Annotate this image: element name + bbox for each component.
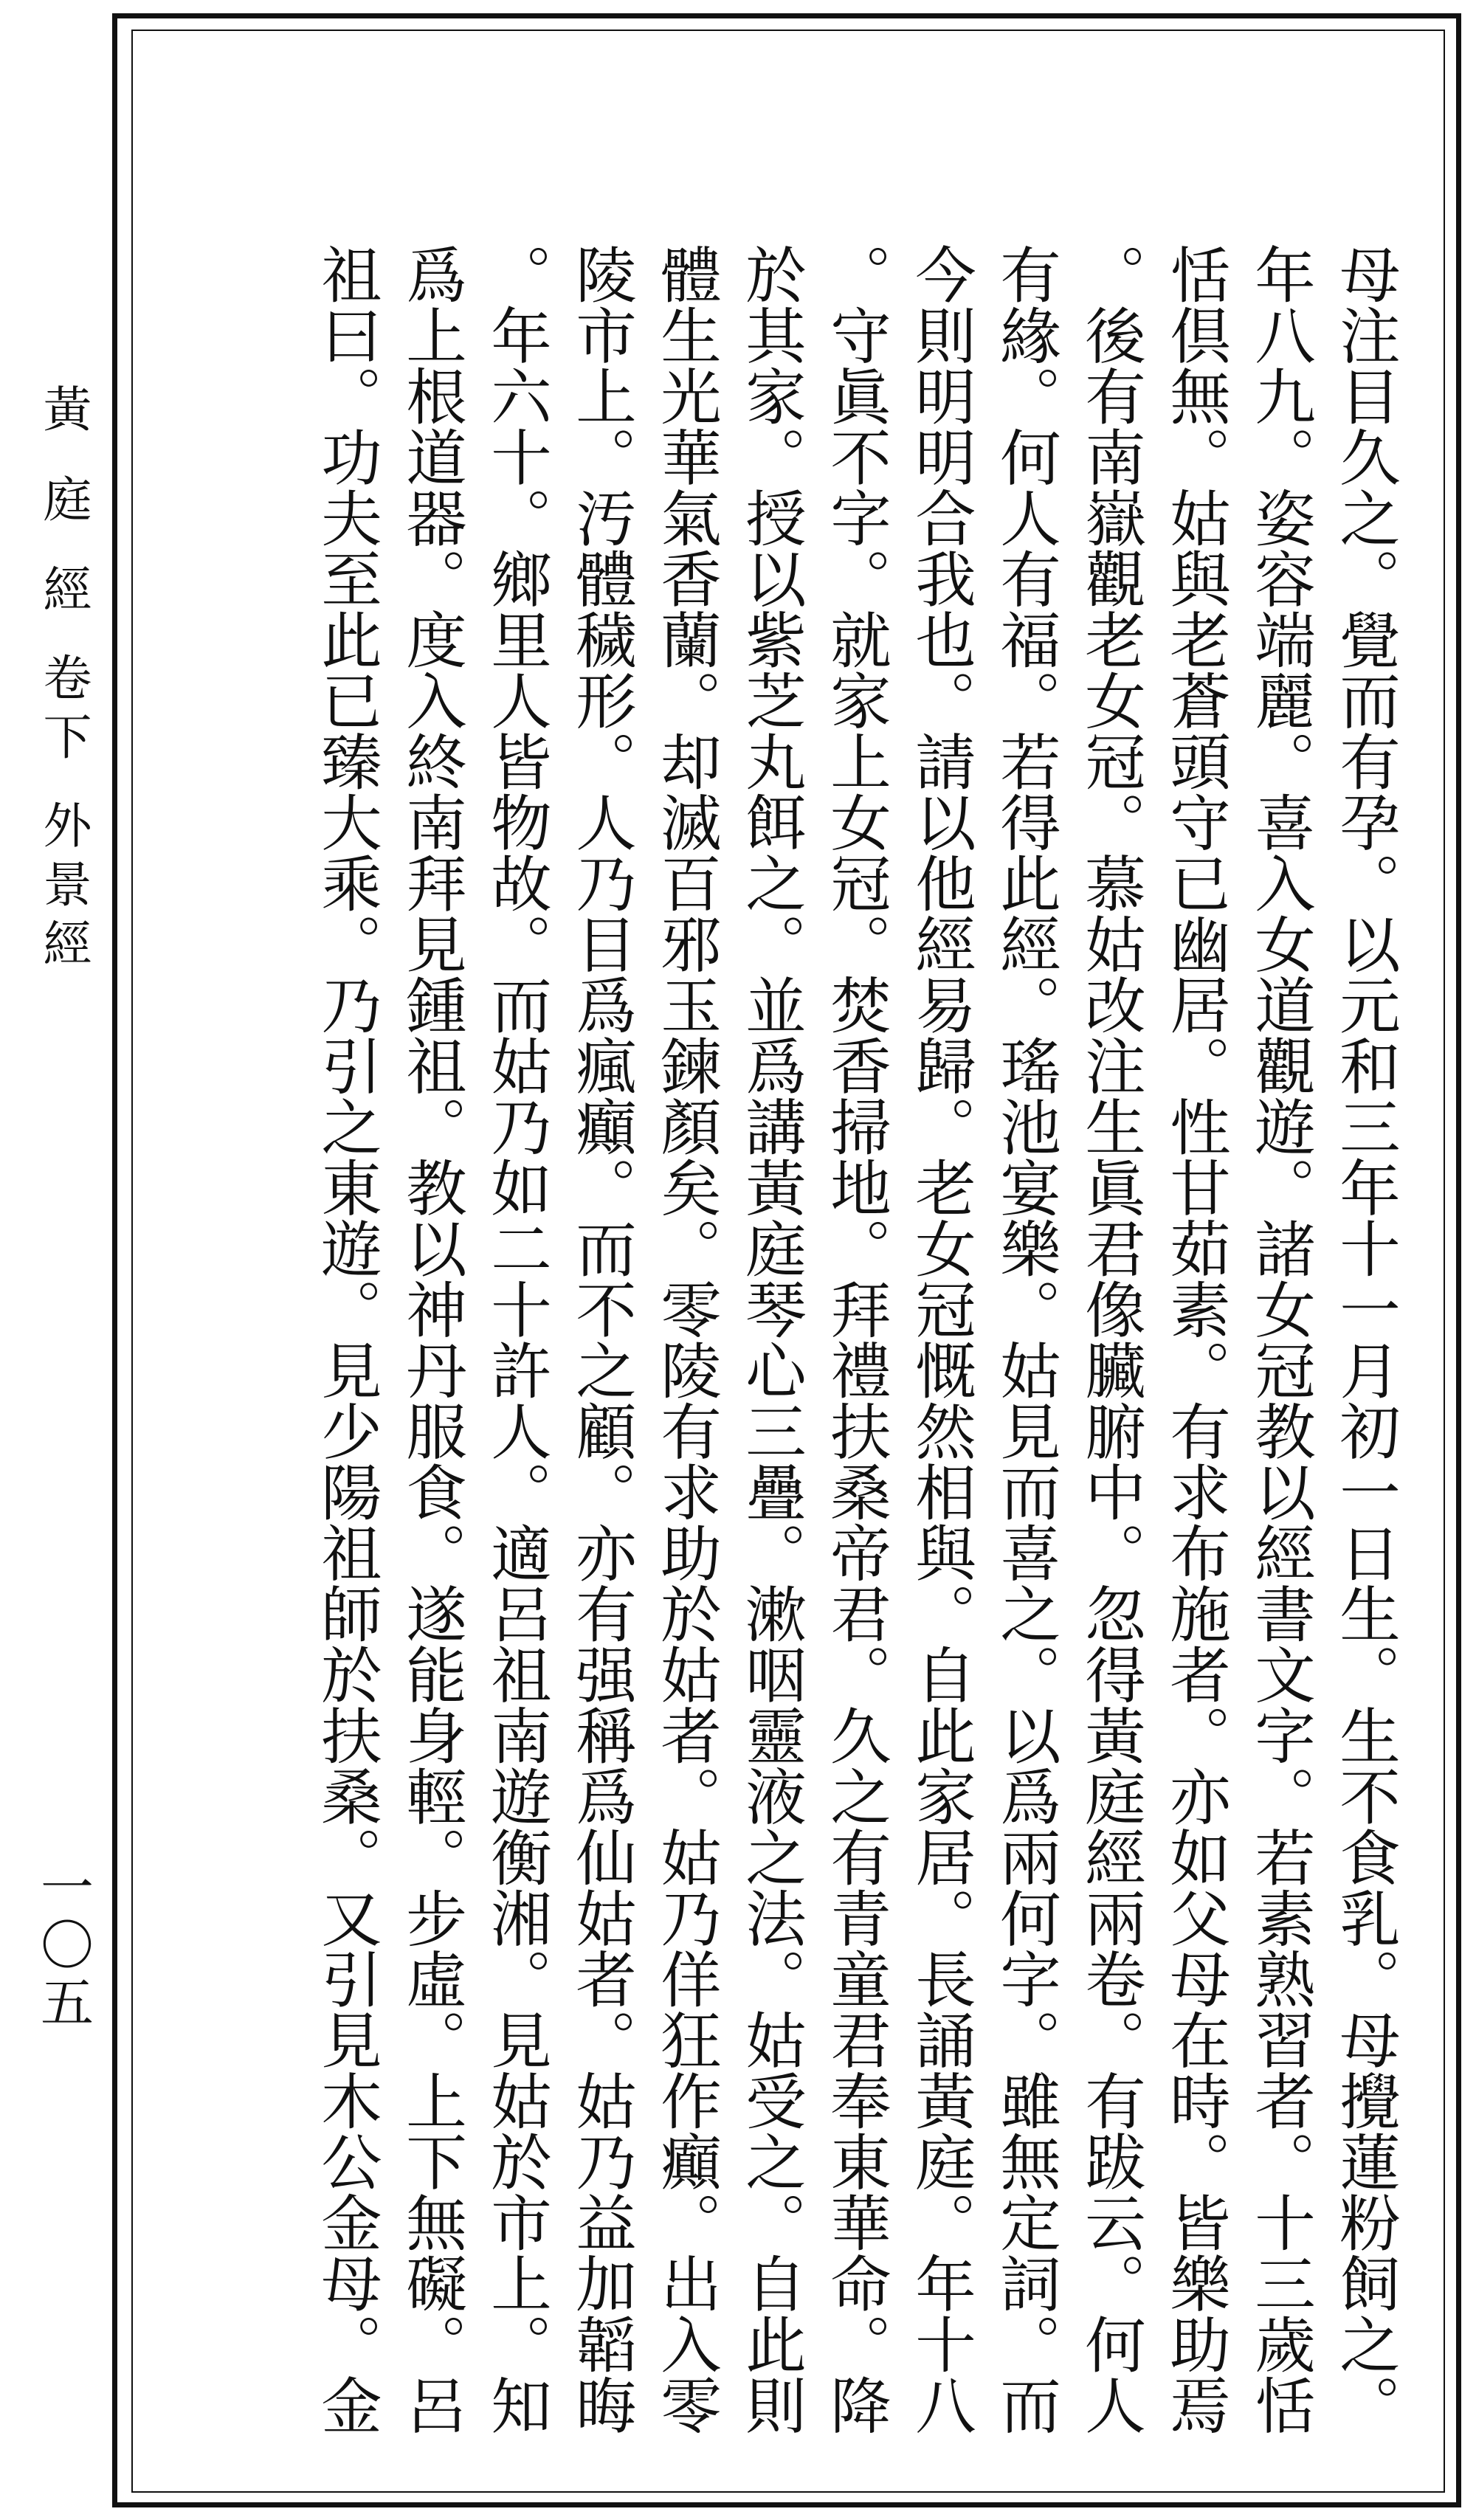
text-column: 母注目久之。覺而有孕。以元和三年十一月初一日生。生不食乳。母攪蓮粉飼之。	[1329, 244, 1400, 2435]
text-column: 。年六十。鄉里人皆物故。而姑乃如二十許人。適呂祖南遊衡湘。見姑於市上。知	[480, 244, 551, 2435]
book-title-char: 黃	[35, 384, 92, 474]
text-column: 。守眞不字。就家上女冠。焚香掃地。拜禮扶桑帝君。久之有青童君奉東華命。降	[820, 244, 891, 2435]
text-column: 今則明明合我也。請以他經易歸。老女冠慨然相與。自此家居。長誦黃庭。年十八	[905, 244, 976, 2435]
text-column: 恬倶無。姑與老蒼頭守已幽居。性甘茹素。有求布施者。亦如父母在時。皆樂助焉	[1159, 244, 1230, 2435]
text-column: 。後有南嶽觀老女冠。慕姑改注生眞君像臟腑中。忽得黃庭經兩卷。有跋云。何人	[1075, 244, 1145, 2435]
text-column: 陵市上。汚體穢形。人乃目爲瘋癲。而不之顧。亦有强稱爲仙姑者。姑乃益加韜晦	[565, 244, 636, 2435]
text-column: 年八九。姿容端麗。喜入女道觀遊。諸女冠教以經書文字。若素熟習者。十三歲恬	[1244, 244, 1315, 2435]
volume-label: 卷下	[35, 652, 92, 770]
section-label: 外景經	[35, 800, 92, 977]
text-column: 有緣。何人有福。若得此經。瑤池宴樂。姑見而喜之。以爲兩何字。雖無定詞。而	[990, 244, 1061, 2435]
text-column: 於其家。授以紫芝丸餌之。並爲講黃庭琴心三疊。漱咽靈液之法。姑受之。自此則	[735, 244, 806, 2435]
text-column: 爲上根道器。度入終南拜見鍾祖。教以神丹服食。遂能身輕。步虛。上下無礙。呂	[396, 244, 466, 2435]
main-text-body	[306, 244, 1400, 2435]
text-column: 祖曰。功夫至此已臻大乘。乃引之東遊。見少陽祖師於扶桑。又引見木公金母。金	[311, 244, 382, 2435]
book-title-char: 庭	[35, 474, 92, 564]
book-title-char: 經	[35, 564, 92, 623]
margin-banner	[22, 384, 103, 977]
text-column: 體生光華氣香蘭。却滅百邪玉鍊顏矣。零陵有求助於姑者。姑乃佯狂作癲。出入零	[650, 244, 721, 2435]
page-number: 一〇五	[32, 1860, 94, 2032]
